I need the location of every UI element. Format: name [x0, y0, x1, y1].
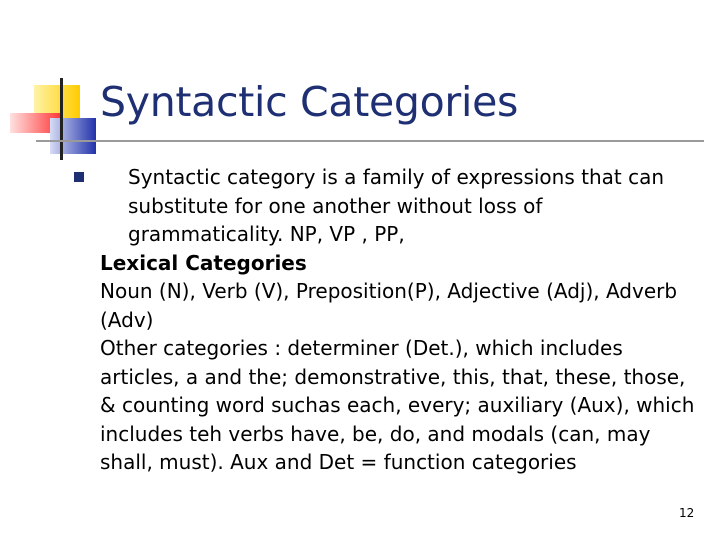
square-bullet-icon — [74, 172, 84, 182]
decoration-vertical-line — [60, 78, 63, 160]
bullet-text: Syntactic category is a family of expressions that can substitute for one another without loss of grammaticality. NP, VP , PP, — [128, 165, 665, 246]
title-underline-rule — [36, 140, 704, 142]
lexical-categories-heading: Lexical Categories — [100, 250, 307, 275]
slide-body — [100, 163, 700, 477]
other-categories-paragraph: Other categories : determiner (Det.), which includes articles, a and the; demonstrative, this, that, these, those, & counting word suchas each, every; auxiliary (Aux), which includes teh verbs have, be, do, and modals (can, may shall, must). Aux and Det = function categories — [100, 336, 695, 474]
decoration-blue-square — [50, 118, 96, 154]
slide-title: Syntactic Categories — [100, 78, 519, 126]
slide-page-number: 12 — [679, 506, 695, 520]
lexical-categories-list: Noun (N), Verb (V), Preposition(P), Adjective (Adj), Adverb (Adv) — [100, 279, 678, 332]
title-decoration-graphic — [0, 0, 110, 170]
bullet-item — [100, 163, 700, 249]
